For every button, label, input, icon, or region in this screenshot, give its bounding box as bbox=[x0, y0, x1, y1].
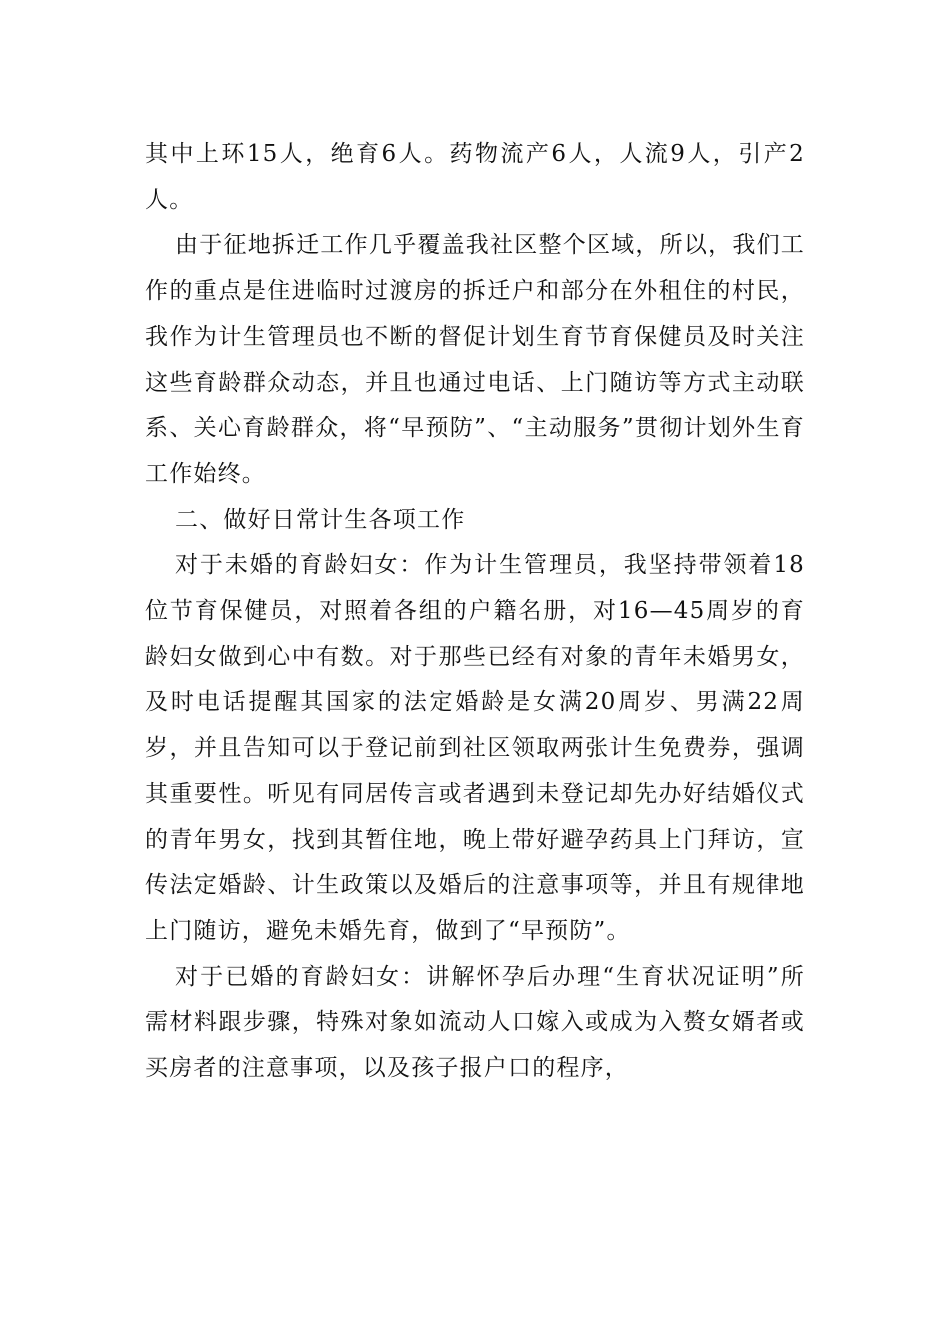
paragraph-continuation: 其中上环15人，绝育6人。药物流产6人，人流9人，引产2人。 bbox=[145, 141, 805, 213]
document-body bbox=[145, 132, 805, 1092]
paragraph-relocation: 由于征地拆迁工作几乎覆盖我社区整个区域，所以，我们工作的重点是住进临时过渡房的拆迁户和部分在外租住的村民，我作为计生管理员也不断的督促计划生育节育保健员及时关注这些育龄群众动态，并且也通过电话、上门随访等方式主动联系、关心育龄群众，将“早预防”、“主动服务”贯彻计划外生育工作始终。 bbox=[145, 232, 805, 487]
section-heading: 二、做好日常计生各项工作 bbox=[175, 506, 466, 533]
paragraph-unmarried-women: 对于未婚的育龄妇女：作为计生管理员，我坚持带领着18位节育保健员，对照着各组的户籍名册，对16—45周岁的育龄妇女做到心中有数。对于那些已经有对象的青年未婚男女，及时电话提醒其国家的法定婚龄是女满20周岁、男满22周岁，并且告知可以于登记前到社区领取两张计生免费券，强调其重要性。听见有同居传言或者遇到未登记却先办好结婚仪式的青年男女，找到其暂住地，晚上带好避孕药具上门拜访，宣传法定婚龄、计生政策以及婚后的注意事项等，并且有规律地上门随访，避免未婚先育，做到了“早预防”。 bbox=[145, 552, 805, 944]
paragraph-married-women: 对于已婚的育龄妇女：讲解怀孕后办理“生育状况证明”所需材料跟步骤，特殊对象如流动人口嫁入或成为入赘女婿者或买房者的注意事项，以及孩子报户口的程序， bbox=[145, 963, 805, 1082]
